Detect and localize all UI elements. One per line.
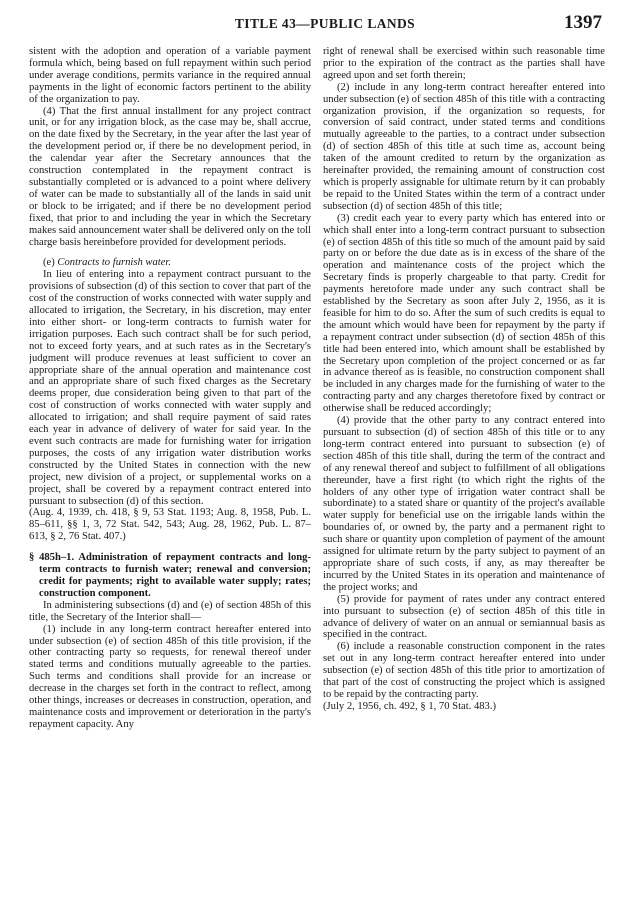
paragraph: (4) That the first annual installment for any project contract unit, or for any irrigation block, as the case may be, shall accrue, on the date fixed by the Secretary, in the year after the last year of the development period or, if there be no development period, in the calendar year after the Secretary announces that the construction contemplated in the repayment contract is substantially completed or is advanced to a point where delivery of water can be made to substantially all of the lands in said unit or block to be irrigated; and if there be no development period fixed, that prior to and including the year in which the Secretary makes said announcement water shall be delivered only on the toll charge basis hereinbefore provided for development periods.	[29, 105, 311, 248]
subsection-label: (e)	[43, 257, 55, 269]
subsection-title: Contracts to furnish water.	[57, 257, 172, 269]
section-heading: § 485h–1. Administration of repayment contracts and long-term contracts to furnish water; renewal and conversion; credit for payments; right to available water supply; rates; construction component.	[29, 552, 311, 599]
page-title: TITLE 43—PUBLIC LANDS	[234, 16, 416, 31]
paragraph: In lieu of entering into a repayment contract pursuant to the provisions of subsection (d) of this section to cover that part of the cost of the construction of works connected with water supply and allocated to irrigation, the Secretary, in his discretion, may enter into either short- or long-term contracts to furnish water for irrigation purposes. Each such contract shall be for such period, not to exceed forty years, and at such rates as in the Secretary's judgment will produce revenues at least sufficient to cover an appropriate share of the annual operation and maintenance cost and an appropriate share of such fixed charges as the Secretary deems proper, due consideration being given to that part of the cost of construction of works connected with water supply and allocated to irrigation; and shall require payment of said rates each year in advance of delivery of water for said year. In the event such contracts are made for furnishing water for irrigation purposes, the costs of any irrigation water distribution works constructed by the United States in connection with the new project, new division of a project, or supplemental works on a project, shall be covered by a repayment contract entered into pursuant to subsection (d) of this section.	[29, 269, 311, 507]
paragraph: (1) include in any long-term contract hereafter entered into under subsection (e) of section 485h of this title provision, if the other contracting party so requests, for renewal thereof under stated terms and conditions mutually agreeable to the parties. Such terms and conditions shall provide for an increase or decrease in the charges set forth in the contract to reflect, among other things, increases or decreases in construction, operation, and maintenance costs and improvement or deterioration in the party's repayment capacity. Any	[29, 623, 311, 730]
paragraph: sistent with the adoption and operation of a variable payment formula which, being based on full repayment within such period under average conditions, permits variance in the required annual payments in the light of economic factors pertinent to the ability of the organization to pay.	[29, 46, 311, 105]
citation: (Aug. 4, 1939, ch. 418, § 9, 53 Stat. 1193; Aug. 8, 1958, Pub. L. 85–611, §§ 1, 3, 72 Stat. 542, 543; Aug. 28, 1962, Pub. L. 87–613, § 2, 76 Stat. 407.)	[29, 507, 311, 543]
citation: (July 2, 1956, ch. 492, § 1, 70 Stat. 483.)	[323, 700, 497, 712]
subsection-heading	[29, 257, 311, 269]
page-number: 1397	[564, 12, 602, 33]
paragraph: right of renewal shall be exercised within such reasonable time prior to the expiration of the contract as the parties shall have agreed upon and set forth therein;	[323, 46, 605, 81]
paragraph: (4) provide that the other party to any contract entered into pursuant to subsection (d) of section 485h of this title or to any long-term contract entered into pursuant to subsection (e) of section 485h of this title shall, during the term of the contract and of any renewal thereof and subject to fulfillment of all obligations thereunder, have a first right (to which right the rights of the holders of any other type of irrigation water contract shall be subordinate) to a stated share or quantity of the project's available water supply for beneficial use on the irrigable lands within the boundaries of, or owned by, the party and a permanent right to such share or quantity upon completion of payment of the amount assigned for ultimate return by the party subject to payment of an appropriate share of such costs, if any, as may thereafter be incurred by the United States in its operation and maintenance of the project works; and	[323, 415, 605, 593]
right-column	[323, 46, 605, 713]
paragraph: (2) include in any long-term contract hereafter entered into under subsection (e) of section 485h of this title with a contracting organization provision, if the organization so requests, for conversion of said contract, under stated terms and conditions mutually agreeable to the parties, to a contract under subsection (d) of section 485h of this title at such time as, account being taken of the amount credited to return by the organization as hereinafter provided, the remaining amount of construction cost which is properly assignable for ultimate return by it can probably be repaid to the United States within the term of a contract under subsection (d) of section 485h of this title;	[323, 81, 605, 212]
running-header	[0, 14, 624, 40]
paragraph: (6) include a reasonable construction component in the rates set out in any long-term contract hereafter entered into under subsection (e) of section 485h of this title prior to amortization of that part of the cost of constructing the project which is assigned to be repaid by the contracting party.	[323, 641, 605, 700]
paragraph: (5) provide for payment of rates under any contract entered into pursuant to subsection (e) of section 485h of this title in advance of delivery of water on an annual or semiannual basis as specified in the contract.	[323, 593, 605, 641]
paragraph: In administering subsections (d) and (e) of section 485h of this title, the Secretary of the Interior shall—	[29, 599, 311, 623]
left-column	[29, 46, 311, 731]
paragraph: (3) credit each year to every party which has entered into or which shall enter into a long-term contract pursuant to subsection (e) of section 485h of this title so much of the amount paid by said party on or before the due date as is in excess of the share of the operation and maintenance costs of the project which the Secretary finds is properly chargeable to that party. Credit for payments heretofore made under any such contract shall be established by the Secretary as soon after July 2, 1956, as it is feasible for him to do so. After the sum of such credits is equal to the amount which would have been for repayment by the party if a repayment contract under subsection (d) of section 485h of this title had been entered into, which amount shall be established by the Secretary upon completion of the project concerned or as far in advance thereof as is feasible, no construction component shall be included in any charges made for the furnishing of water to the contracting party and any charges theretofore fixed by contract or otherwise shall be reduced accordingly;	[323, 212, 605, 415]
